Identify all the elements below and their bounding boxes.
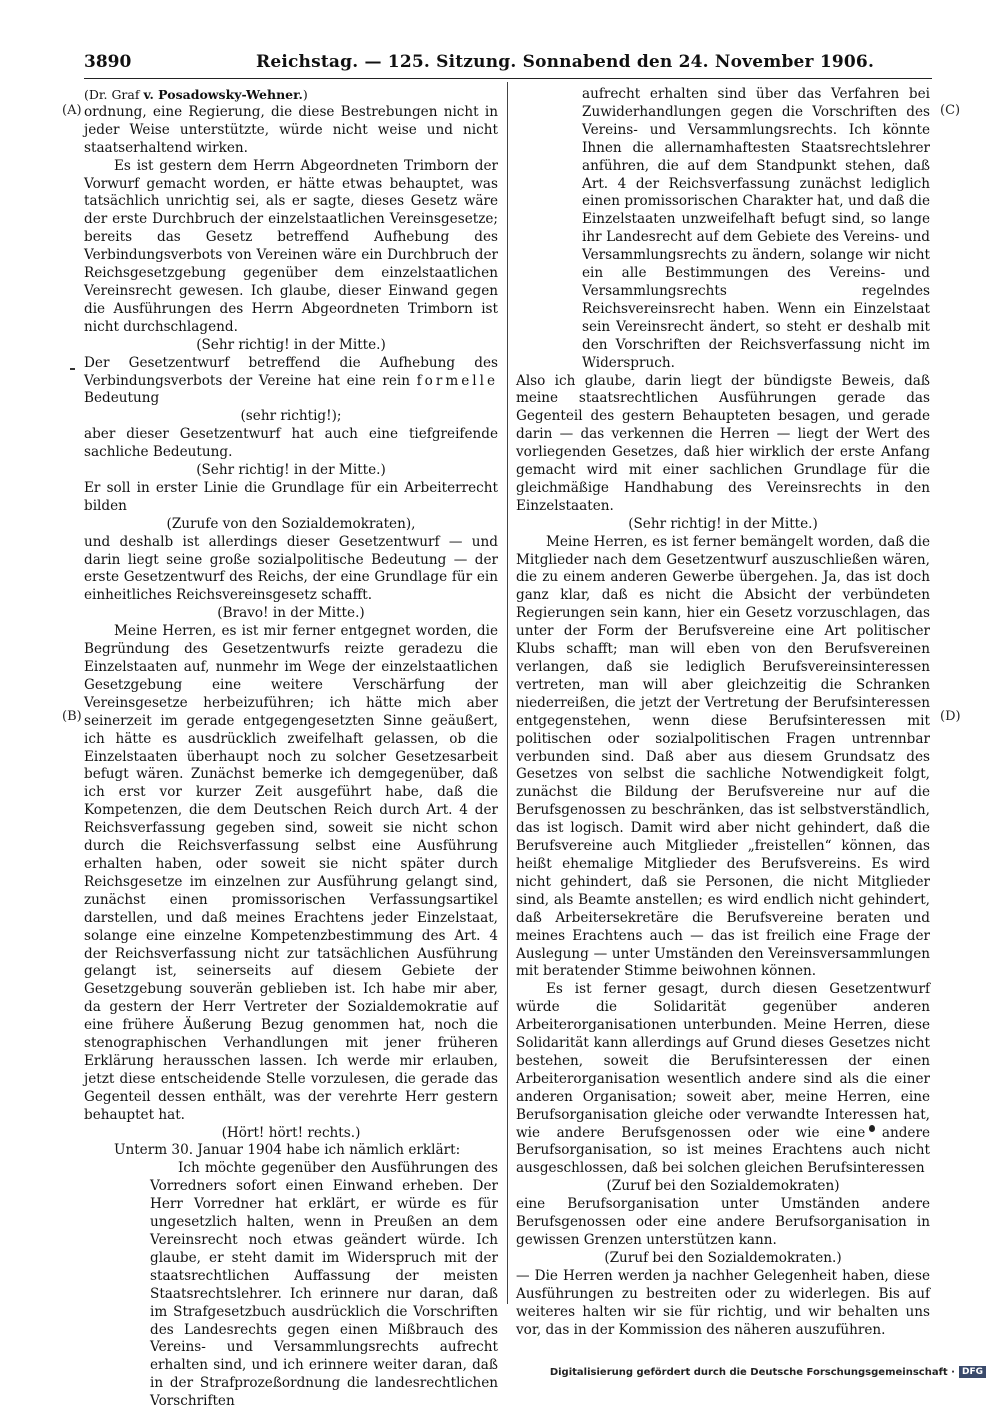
paragraph: — Die Herren werden ja nachher Gelegenheit haben, diese Ausführungen zu bestreiten oder zu widerlegen. Bis auf weiteres halten wir sie für richtig, und wir behalten uns vor, das in der Kommission des näheren auszuführen.	[516, 1267, 930, 1338]
column-divider	[507, 82, 508, 1304]
running-head: Reichstag. — 125. Sitzung. Sonnabend den 24. November 1906.	[256, 52, 875, 72]
header-rule	[84, 78, 932, 79]
emphasis: formelle	[416, 372, 498, 389]
paragraph: eine Berufsorganisation unter Umständen andere Berufsgenossen oder eine andere Berufsorganisation in gewissen Grenzen unterstützen kann.	[516, 1196, 930, 1248]
paragraph: Meine Herren, es ist mir ferner entgegnet worden, die Begründung des Gesetzentwurfs reizte geradezu die Einzelstaaten auf, nunmehr im Wege der einzelstaatlichen Gesetzgebung eine weitere Verschärfung der Vereinsgesetze herbeizuführen; ich hätte mich aber seinerzeit im gerade entgegengesetzten Sinne geäußert, ich hätte es ausdrücklich zweifelhaft gelassen, ob die Einzelstaaten überhaupt noch zu solcher Gesetzesarbeit befugt wären. Zunächst bemerke ich demgegenüber, daß ich erst vor kurzer Zeit ausgeführt habe, daß die Kompetenzen, die dem Deutschen Reich durch Art. 4 der Reichsverfassung gegeben sind, soweit sie nicht schon durch die Reichsverfassung selbst eine Ausführung erhalten haben, oder soweit sie nicht später durch Reichsgesetze im einzelnen zur Ausführung gelangt sind, zunächst einen promissorischen Verfassungsartikel darstellen, und daß meines Erachtens jeder Einzelstaat, solange eine einzelne Kompetenzbestimmung des Art. 4 der Reichsverfassung nicht zur tatsächlichen Ausführung gelangt ist, seinerseits auf diesem Gebiete der Gesetzgebung souverän geblieben ist. Ich habe mir aber, da gestern der Herr Vertreter der Sozialdemokratie auf eine frühere Äußerung Bezug genommen hat, noch die stenographischen Verhandlungen mit jener früheren Erklärung herausschen lassen. Ich werde mir erlauben, jetzt diese entscheidende Stelle vorzulesen, die gerade das Gegenteil dessen enthält, was der verehrte Herr gestern behauptet hat.	[84, 623, 498, 1123]
paragraph: Er soll in erster Linie die Grundlage für ein Arbeiterrecht bilden	[84, 479, 498, 514]
paragraph: Es ist ferner gesagt, durch diesen Gesetzentwurf würde die Solidarität gegenüber anderen Arbeiterorganisationen unterbunden. Meine Herren, diese Solidarität kann allerdings auf Grund dieses Gesetzes nicht bestehen, soweit die Berufsinteressen der einen Arbeiterorganisation wesentlich andere sind als die einer anderen Organisation; soweit aber, meine Herren, eine Berufsorganisation gleiche oder verwandte Interessen hat, wie andere Berufsgenossen oder wie eine andere Berufsorganisation, so ist meines Erachtens auch nicht ausgeschlossen, daß bei solchen gleichen Berufsinteressen	[516, 981, 930, 1177]
right-column	[516, 86, 930, 1339]
speaker-prefix: (Dr. Graf	[84, 87, 144, 102]
page-header	[84, 52, 930, 76]
paragraph	[84, 355, 498, 409]
speaker-suffix: )	[302, 87, 308, 102]
paragraph-text: Bedeutung	[84, 390, 160, 407]
paragraph: Also ich glaube, darin liegt der bündigste Beweis, daß meine staatsrechtlichen Ausführungen gerade das Gegenteil des gestern Behaupteten besagen, und gerade darin — das verkennen die Herren — liegt der Wert des vorliegenden Gesetzes, daß hier wirklich der erste Anfang gemacht wird mit einer sachlichen Grundlage für die gleichmäßige Handhabung des Vereinsrechts in den Einzelstaaten.	[516, 372, 930, 514]
paragraph-text: Der Gesetzentwurf betreffend die Aufhebung des Verbindungsverbots der Vereine hat eine rein	[84, 354, 498, 389]
dfg-logo: DFG	[959, 1366, 986, 1378]
footer-text: Digitalisierung gefördert durch die Deutsche Forschungsgemeinschaft ·	[549, 1366, 955, 1378]
interjection: (Zuruf bei den Sozialdemokraten.)	[604, 1249, 842, 1266]
margin-letter-d: (D)	[940, 709, 961, 724]
paragraph: Meine Herren, es ist ferner bemängelt worden, daß die Mitglieder nach dem Gesetzentwurf auszuschließen wären, die zu einem anderen Gewerbe übergehen. Ja, das ist doch ganz klar, daß es nicht die Absicht der verbündeten Regierungen sein kann, hier ein Gesetz vorzuschlagen, das unter der Form der Berufsvereine eine Art politischer Klubs schafft; man will eben von den Berufsvereinen verlangen, daß sie lediglich Berufsvereinsinteressen vertreten, man will aber gleichzeitig die Schranken niederreißen, die jetzt der Vertretung der Berufsinteressen entgegenstehen, wenn diese Berufsinteressen mit politischen oder sozialpolitischen Fragen untrennbar verbunden sind. Daß aber aus diesem Grundsatz des Gesetzes von selbst die sachliche Notwendigkeit folgt, zunächst die Bildung der Berufsvereine nur auf die Berufsgenossen zu beschränken, das ist selbstverständlich, das ist logisch. Damit wird aber nicht gehindert, daß die Berufsvereine auch Mitglieder „freistellen“ können, das heißt ehemalige Mitglieder des Berufsvereins. Es wird nicht gehindert, daß sie Personen, die nicht Mitglieder sind, als Beamte anstellen; es wird endlich nicht gehindert, daß Arbeitersekretäre die Berufsvereine beraten und meines Erachtens auch — das ist freilich eine Frage der Auslegung — unter Umständen den Vereinsversammlungen mit beratender Stimme beiwohnen können.	[516, 533, 930, 980]
speaker-name: v. Posadowsky-Wehner.	[143, 87, 303, 102]
quotation: aufrecht erhalten sind über das Verfahren bei Zuwiderhandlungen gegen die Vorschriften des Vereins- und Versammlungsrechts. Ich könnte Ihnen die allernamhaftesten Staatsrechtslehrer anführen, die auf dem Standpunkt stehen, daß Art. 4 der Reichsverfassung zunächst lediglich einen promissorischen Charakter hat, und daß die Einzelstaaten unzweifelhaft befugt sind, so lange ihr Landesrecht auf dem Gebiete des Vereins- und Versammlungsrechts zu ändern, solange wir nicht ein alle Bestimmungen des Vereins- und Versammlungsrechts regelndes Reichsvereinsrecht haben. Wenn ein Einzelstaat sein Vereinsrecht ändert, so steht er deshalb mit den Vorschriften der Reichsverfassung nicht im Widerspruch.	[582, 86, 930, 371]
left-column	[84, 86, 498, 1411]
margin-letter-c: (C)	[940, 103, 961, 118]
interjection: (Hört! hört! rechts.)	[221, 1124, 361, 1141]
paragraph: Es ist gestern dem Herrn Abgeordneten Trimborn der Vorwurf gemacht worden, er hätte etwas behauptet, was tatsächlich unrichtig sei, als er sagte, dieses Gesetz wäre der erste Durchbruch der einzelstaatlichen Vereinsgesetze; bereits das Gesetz betreffend Aufhebung des Verbindungsverbots von Vereinen wäre ein Durchbruch der Reichsgesetzgebung gegenüber dem einzelstaatlichen Vereinsrecht gewesen. Ich glaube, dieser Einwand gegen die Ausführungen des Herrn Abgeordneten Trimborn ist nicht durchschlagend.	[84, 157, 498, 335]
paragraph: aber dieser Gesetzentwurf hat auch eine tiefgreifende sachliche Bedeutung.	[84, 426, 498, 461]
interjection: (Sehr richtig! in der Mitte.)	[628, 515, 818, 532]
interjection: (Bravo! in der Mitte.)	[217, 605, 365, 622]
interjection: (Sehr richtig! in der Mitte.)	[196, 336, 386, 353]
footer-credit	[550, 1366, 986, 1378]
interjection: (sehr richtig!);	[240, 408, 342, 425]
speaker-line	[84, 86, 498, 104]
page-number: 3890	[84, 52, 132, 72]
paragraph: und deshalb ist allerdings dieser Gesetzentwurf — und darin liegt seine große sozialpolitische Bedeutung — der erste Gesetzentwurf des Reichs, der eine Grundlage für ein einheitliches Reichsvereinsgesetz schafft.	[84, 533, 498, 604]
interjection: (Sehr richtig! in der Mitte.)	[196, 462, 386, 479]
paragraph: Unterm 30. Januar 1904 habe ich nämlich erklärt:	[114, 1142, 461, 1159]
interjection: (Zuruf bei den Sozialdemokraten)	[606, 1178, 840, 1195]
margin-letter-b: (B)	[62, 709, 82, 724]
interjection: (Zurufe von den Sozialdemokraten),	[166, 515, 416, 532]
print-mark	[70, 368, 75, 370]
paragraph: ordnung, eine Regierung, die diese Bestrebungen nicht in jeder Weise unterstützte, würde nicht weise und nicht staatserhaltend wirken.	[84, 103, 498, 156]
quotation: Ich möchte gegenüber den Ausführungen des Vorredners sofort einen Einwand erheben. Der Herr Vorredner hat erklärt, er würde es für ungesetzlich halten, wenn in Preußen an dem Vereinsrecht noch etwas geändert würde. Ich glaube, er steht damit im Widerspruch mit der staatsrechtlichen Auffassung der meisten Staatsrechtslehrer. Ich erinnere nur daran, daß im Strafgesetzbuch ausdrücklich die Vorschriften des Landesrechts gegen einen Mißbrauch des Vereins- und Versammlungsrechts aufrecht erhalten sind, und ich erinnere weiter daran, daß in der Strafprozeßordnung die landesrechtlichen Vorschriften	[150, 1160, 498, 1410]
margin-letter-a: (A)	[62, 103, 82, 118]
